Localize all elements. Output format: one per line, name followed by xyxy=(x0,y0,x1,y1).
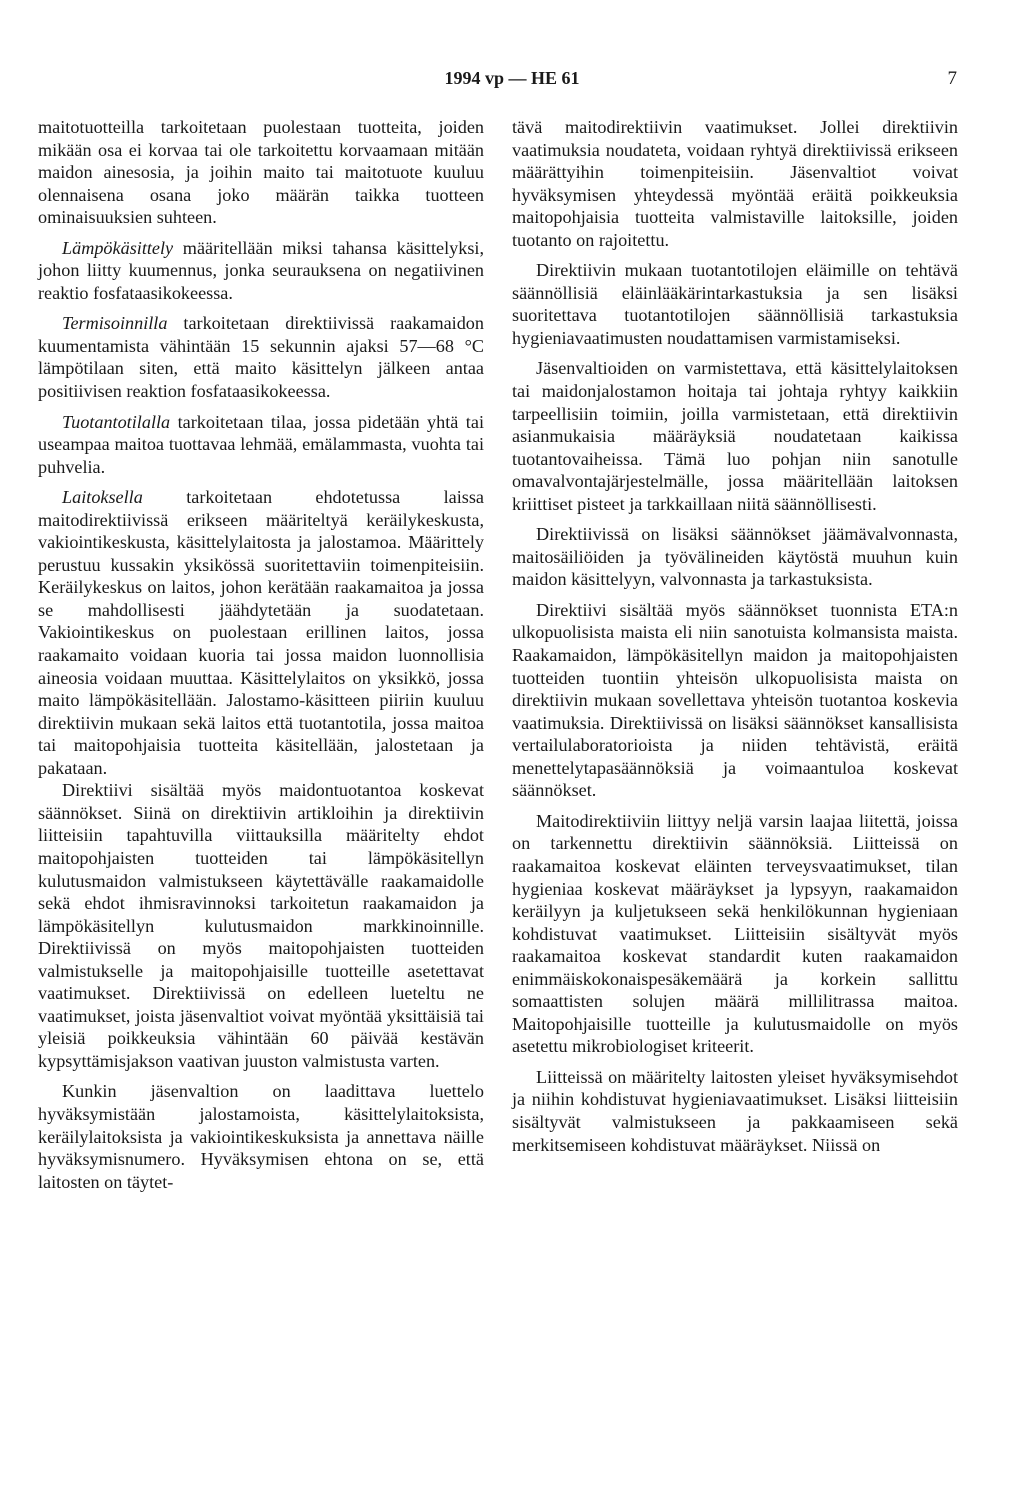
definition-text: tarkoitetaan ehdotetussa laissa maitodirektiivissä erikseen määriteltyä keräilykeskusta, vakiointikeskusta, käsittelylaitosta ja jalostamoa. Määrittely perustuu kussakin yksikössä suoritettaviin toimenpiteisiin. Keräilykeskus on laitos, johon kerätään raakamaitoa ja jossa se mahdollisesti jäähdytetään ja suodatetaan. Vakiointikeskus on puolestaan erillinen laitos, jossa raakamaito voidaan kuoria tai jossa maidon luonnollisia aineosia voidaan muuttaa. Käsittelylaitos on yksikkö, jossa maito lämpökäsitellään. Jalostamo-käsitteen piiriin kuuluu direktiivin mukaan sekä laitos että tuotantotila, jossa maitoa tai maitopohjaisia tuotteita käsitellään, jalostetaan ja pakataan. xyxy=(38,487,484,778)
page-number: 7 xyxy=(947,68,957,89)
paragraph: maitotuotteilla tarkoitetaan puolestaan tuotteita, joiden mikään osa ei korvaa tai ole tarkoitettu korvaamaan mitään maidon ainesosia, ja joihin maito tai maitotuote kuuluu olennaisena osana joko määrän taikka tuotteen ominaisuuksien suhteen. xyxy=(38,117,484,228)
defined-term: Tuotantotilalla xyxy=(62,411,171,432)
definition-paragraph xyxy=(38,486,484,779)
defined-term: Lämpökäsittely xyxy=(62,237,174,258)
right-column xyxy=(512,116,958,1156)
left-column xyxy=(38,116,484,1193)
definition-paragraph xyxy=(38,312,484,402)
paragraph: Maitodirektiiviin liittyy neljä varsin laajaa liitettä, joissa on tarkennettu direktiivin säännöksiä. Liitteissä on raakamaitoa koskevat eläinten terveysvaatimukset, tilan hygieniaa koskevat määräykset ja lypsyyn, raakamaidon keräilyyn ja kuljetukseen sekä henkilökunnan hygieniaan kohdistuvat vaatimukset. Liitteisiin sisältyvät myös raakamaitoa koskevat standardit kuten raakamaidon enimmäiskokonaispesäkemäärä ja korkein sallittu somaattisten solujen määrä millilitrassa maitoa. Maitopohjaisille tuotteille ja kulutusmaidolle on myös asetettu mikrobiologiset kriteerit. xyxy=(512,810,958,1057)
running-title: 1994 vp — HE 61 xyxy=(444,68,580,88)
defined-term: Laitoksella xyxy=(62,487,143,508)
definition-text: määritellään miksi tahansa käsittelyksi, johon liitty kuumennus, jonka seurauksena on negatiivinen reaktio fosfataasikokeessa. xyxy=(38,237,484,303)
paragraph: Liitteissä on määritelty laitosten yleiset hyväksymisehdot ja niihin kohdistuvat hygieniavaatimukset. Lisäksi liitteisiin sisältyvät valmistukseen ja pakkaamiseen sekä merkitsemiseen kohdistuvat määräykset. Niissä on xyxy=(512,1066,958,1155)
page-header xyxy=(0,68,1024,94)
definition-text: tarkoitetaan tilaa, jossa pidetään yhtä tai useampaa maitoa tuottavaa lehmää, emälammasta, vuohta tai puhvelia. xyxy=(38,411,484,477)
paragraph: Direktiivi sisältää myös säännökset tuonnista ETA:n ulkopuolisista maista eli niin sanotuista kolmansista maista. Raakamaidon, lämpökäsitellyn maidon ja maitopohjaisten tuotteiden tuontiin yhteisön ulkopuolisista maista on direktiivin mukaan sovellettava yhteisön tuotantoa koskevia vaatimuksia. Direktiivissä on lisäksi säännökset kansallisista vertailulaboratorioista ja niiden tehtävistä, eräitä menettelytapasäännöksiä ja voimaantuloa koskevat säännökset. xyxy=(512,599,958,801)
paragraph: Direktiivissä on lisäksi säännökset jäämävalvonnasta, maitosäiliöiden ja työvälineiden käytöstä muuhun kuin maidon käsittelyyn, valvonnasta ja tarkastuksista. xyxy=(512,524,958,590)
definition-text: tarkoitetaan direktiivissä raakamaidon kuumentamista vähintään 15 sekunnin ajaksi 57—68 °C lämpötilaan siten, että maito käsittelyn jälkeen antaa positiivisen reaktion fosfataasikokeessa. xyxy=(38,313,484,402)
paragraph: Direktiivi sisältää myös maidontuotantoa koskevat säännökset. Siinä on direktiivin artikloihin ja direktiivin liitteisiin tapahtuvilla viittauksilla määritelty ehdot maitopohjaisten tuotteiden tai lämpökäsitellyn kulutusmaidon valmistukseen käytettävälle raakamaidolle sekä ehdot ihmisravinnoksi tarkoitetun raakamaidon ja lämpökäsitellyn kulutusmaidon markkinoinnille. Direktiivissä on myös maitopohjaisten tuotteiden valmistukselle ja maitopohjaisille tuotteille asetettavat vaatimukset. Direktiivissä on edelleen lueteltu ne vaatimukset, joista jäsenvaltiot voivat myöntää yksittäisiä tai yleisiä poikkeuksia vähintään 60 päivää kestävän kypsyttämisjakson vaativan juuston valmistusta varten. xyxy=(38,780,484,1071)
definition-paragraph xyxy=(38,237,484,305)
paragraph: Kunkin jäsenvaltion on laadittava luettelo hyväksymistään jalostamoista, käsittelylaitoksista, keräilylaitoksista ja vakiointikeskuksista ja annettava näille hyväksymisnumero. Hyväksymisen ehtona on se, että laitosten on täytet- xyxy=(38,1081,484,1192)
paragraph: Jäsenvaltioiden on varmistettava, että käsittelylaitoksen tai maidonjalostamon hoitaja tai johtaja ryhtyy kaikkiin tarpeellisiin toimiin, joilla varmistetaan, että direktiivin asianmukaisia määräyksiä noudatetaan kaikissa tuotantovaiheissa. Tämä luo pohjan niin sanotulle omavalvontajärjestelmälle, jossa määritellään laitoksen kriittiset pisteet ja tarkkaillaan niitä säännöllisesti. xyxy=(512,358,958,514)
definition-paragraph xyxy=(38,411,484,479)
defined-term: Termisoinnilla xyxy=(62,313,168,334)
paragraph: tävä maitodirektiivin vaatimukset. Jollei direktiivin vaatimuksia noudateta, voidaan ryhtyä direktiivissä erikseen määrättyihin toimenpiteisiin. Jäsenvaltiot voivat hyväksymisen yhteydessä myöntää eräitä poikkeuksia maitopohjaisia tuotteita valmistaville laitoksille, joiden tuotanto on rajoitettu. xyxy=(512,117,958,250)
paragraph: Direktiivin mukaan tuotantotilojen eläimille on tehtävä säännöllisiä eläinlääkärintarkastuksia ja sen lisäksi suoritettava tuotantotilojen säännöllisiä tarkastuksia hygieniavaatimusten noudattamisen varmistamiseksi. xyxy=(512,260,958,348)
